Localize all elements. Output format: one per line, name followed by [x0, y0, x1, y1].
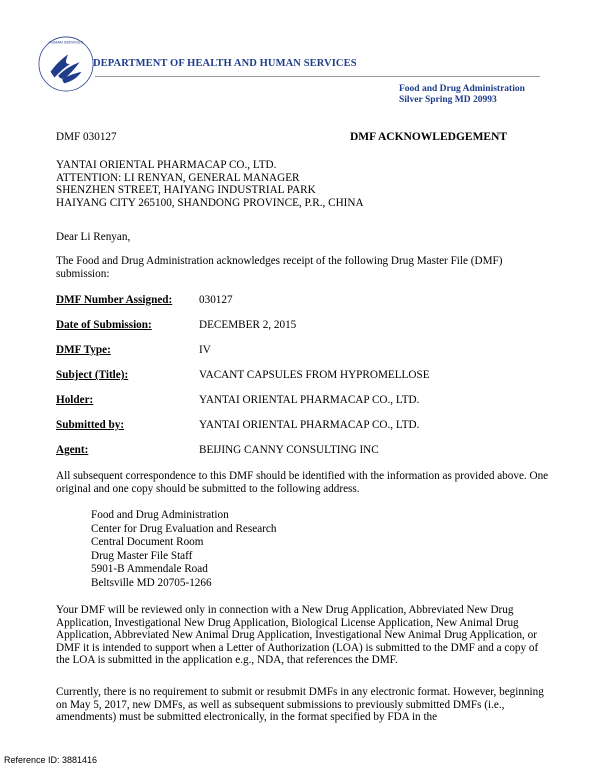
field-value: YANTAI ORIENTAL PHARMACAP CO., LTD.	[199, 419, 420, 431]
hhs-seal-logo	[37, 35, 95, 93]
field-label: Holder:	[56, 394, 94, 406]
mailing-address-line: Drug Master File Staff	[91, 549, 193, 562]
address-line: HAIYANG CITY 265100, SHANDONG PROVINCE, P.R., CHINA	[56, 196, 364, 209]
mailing-address-line: Food and Drug Administration	[91, 509, 229, 521]
field-value: YANTAI ORIENTAL PHARMACAP CO., LTD.	[199, 394, 420, 406]
mailing-address	[91, 509, 276, 591]
review-paragraph: Your DMF will be reviewed only in connection with a New Drug Application, Abbreviated New Drug Application, Investigational New Drug Application, Biological License Application, New Animal Drug Application, Abbreviated New Animal Drug Application, Investigational New Animal Drug Application, or DMF it is intended to support when a Letter of Authorization (LOA) is submitted to the DMF and a copy of the LOA is submitted in the application e.g., NDA, that references the DMF.	[56, 604, 539, 666]
field-label: Date of Submission:	[56, 319, 152, 331]
svg-text:HUMAN SERVICES: HUMAN SERVICES	[48, 40, 84, 45]
field-value: VACANT CAPSULES FROM HYPROMELLOSE	[199, 369, 430, 381]
field-value: BEIJING CANNY CONSULTING INC	[199, 444, 379, 456]
electronic-format-paragraph: Currently, there is no requirement to submit or resubmit DMFs in any electronic format. However, beginning on May 5, 2017, new DMFs, as well as subsequent submissions to previously submitted DMFs (i.e., amendments) must be submitted electronically, in the format specified by FDA in the	[56, 686, 544, 723]
recipient-address	[56, 159, 364, 209]
agency-block	[399, 84, 525, 106]
salutation: Dear Li Renyan,	[56, 231, 131, 243]
mailing-address-line: Central Document Room	[91, 536, 204, 549]
address-line: YANTAI ORIENTAL PHARMACAP CO., LTD.	[56, 159, 277, 171]
mailing-address-line: 5901-B Ammendale Road	[91, 563, 208, 576]
field-label: Agent:	[56, 444, 89, 456]
field-value: IV	[199, 344, 211, 356]
dmf-number: DMF 030127	[56, 131, 117, 143]
acknowledgement-title: DMF ACKNOWLEDGEMENT	[350, 131, 508, 143]
agency-name: Food and Drug Administration	[399, 84, 525, 94]
intro-paragraph: The Food and Drug Administration acknowledges receipt of the following Drug Master File (DMF) submission:	[56, 255, 503, 280]
correspondence-paragraph: All subsequent correspondence to this DMF should be identified with the information as provided above. One original and one copy should be submitted to the following address.	[56, 470, 549, 495]
field-label: Subject (Title):	[56, 369, 129, 381]
agency-location: Silver Spring MD 20993	[399, 95, 497, 105]
reference-id: Reference ID: 3881416	[4, 755, 98, 765]
mailing-address-line: Beltsville MD 20705-1266	[91, 576, 212, 589]
address-line: SHENZHEN STREET, HAIYANG INDUSTRIAL PARK	[56, 184, 316, 196]
department-name: DEPARTMENT OF HEALTH AND HUMAN SERVICES	[93, 58, 357, 69]
address-line: ATTENTION: LI RENYAN, GENERAL MANAGER	[56, 171, 300, 184]
field-label: Submitted by:	[56, 419, 125, 431]
field-value: DECEMBER 2, 2015	[199, 319, 297, 331]
field-label: DMF Number Assigned:	[56, 294, 173, 306]
field-value: 030127	[199, 294, 233, 306]
field-label: DMF Type:	[56, 344, 111, 356]
header-divider	[95, 76, 540, 77]
mailing-address-line: Center for Drug Evaluation and Research	[91, 522, 277, 535]
